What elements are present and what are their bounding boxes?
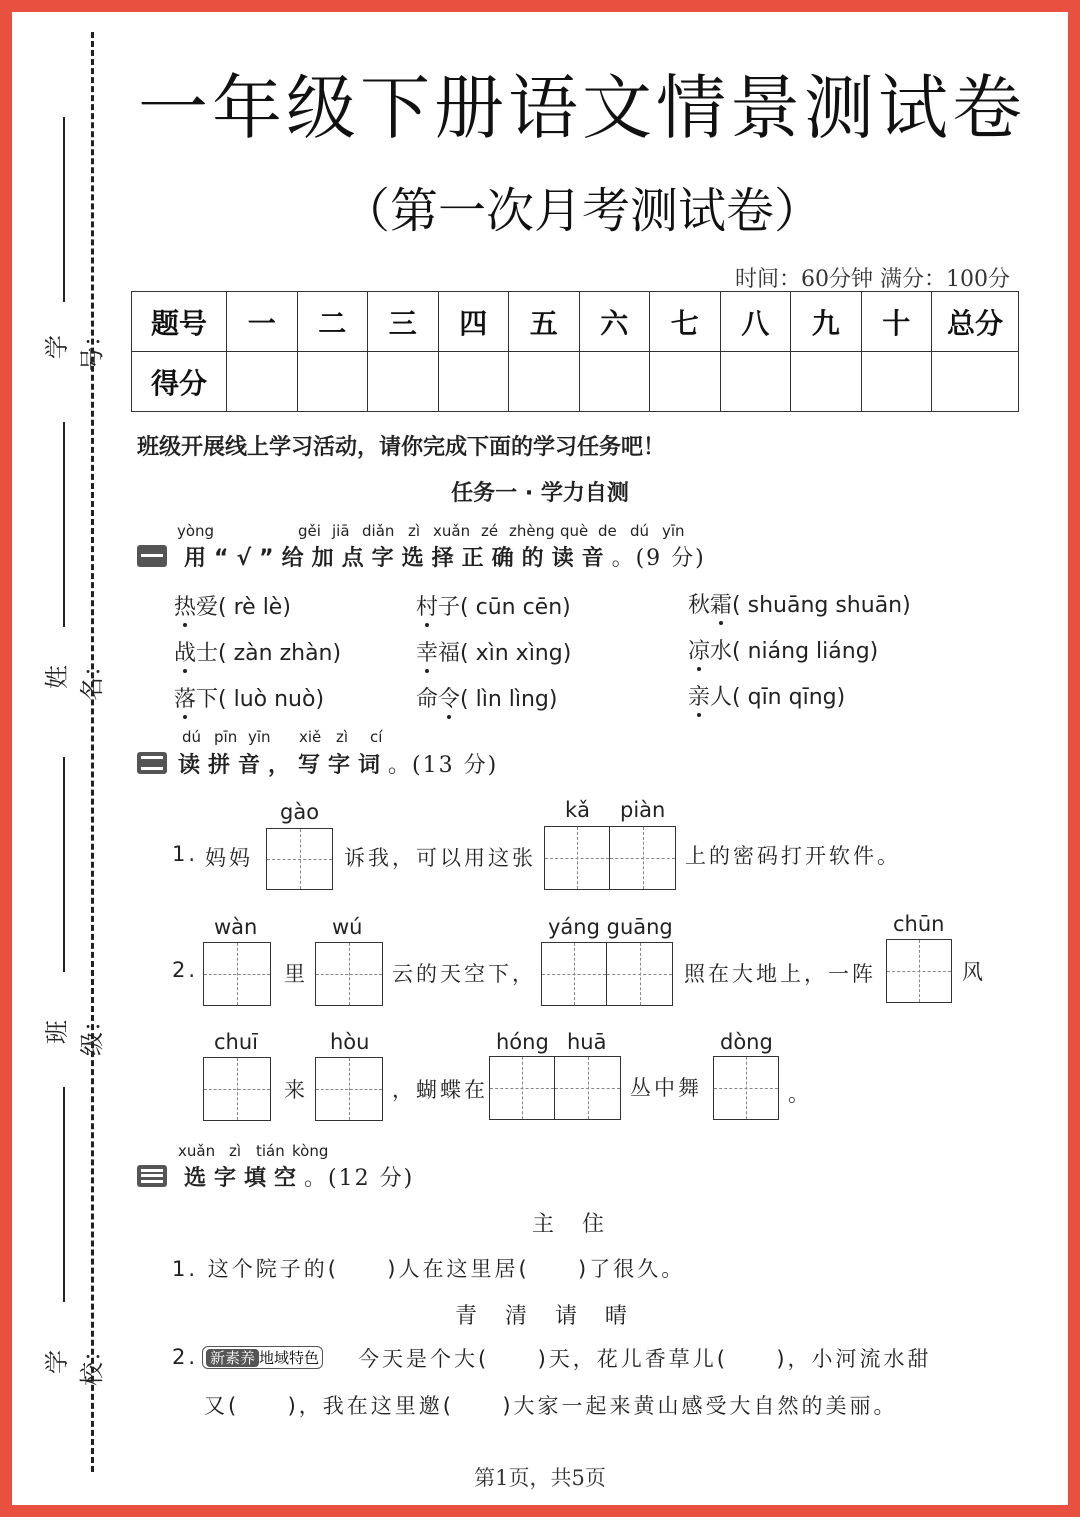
writing-grid[interactable] xyxy=(541,942,673,1006)
q3-score: 。(12 分) xyxy=(304,1166,415,1191)
q1-char: 秋 xyxy=(688,593,711,618)
writing-grid[interactable] xyxy=(315,942,383,1006)
score-table-cell: 三 xyxy=(368,292,439,352)
score-table-cell: 六 xyxy=(579,292,650,352)
q2-s3-text: 。 xyxy=(788,1082,812,1106)
class-label: 班级： xyxy=(43,1008,106,1056)
q2-s3-text: ，蝴蝶在 xyxy=(392,1078,488,1102)
score-input-cell[interactable] xyxy=(650,352,721,412)
q1-char: 水 xyxy=(710,639,733,664)
q1-item xyxy=(688,680,845,711)
q2-s1-text: 上的密码打开软件。 xyxy=(685,844,901,868)
writing-grid[interactable] xyxy=(266,828,333,890)
q3-title xyxy=(184,1161,414,1192)
q1-dotted-char: 霜 xyxy=(710,588,732,619)
section-three-icon xyxy=(137,1165,167,1187)
q1-dotted-char: 落 xyxy=(174,682,196,713)
q2-blank-pinyin: wàn xyxy=(214,915,258,939)
q1-pinyin: zì xyxy=(408,522,421,540)
writing-grid[interactable] xyxy=(203,1057,271,1121)
q2-blank-pinyin: dòng xyxy=(720,1030,773,1054)
writing-grid[interactable] xyxy=(315,1057,383,1121)
score-input-cell[interactable] xyxy=(791,352,862,412)
q2-s2-num: 2. xyxy=(172,958,199,982)
q3-sentence-1[interactable]: 1. 这个院子的( )人在这里居( )了很久。 xyxy=(172,1257,686,1281)
q2-blank-pinyin: chuī xyxy=(214,1030,258,1054)
q3-s2-num: 2. xyxy=(172,1345,199,1369)
score-table-cell: 总分 xyxy=(932,292,1019,352)
q2-s2-text: 风 xyxy=(962,960,986,984)
q2-s2-text: 里 xyxy=(284,962,308,986)
q2-blank-pinyin: yáng guāng xyxy=(548,915,673,939)
name-label: 姓名： xyxy=(43,653,106,701)
q1-pinyin: què xyxy=(560,522,589,540)
q1-char: 福 xyxy=(438,641,461,666)
q1-options[interactable]: ( shuāng shuān) xyxy=(732,593,911,618)
exam-page xyxy=(12,12,1068,1505)
q2-title-text: 读拼音，写字词 xyxy=(178,753,389,778)
q1-options[interactable]: ( rè lè) xyxy=(218,595,291,620)
time-score-info: 时间：60分钟 满分：100分 xyxy=(735,267,1010,292)
q1-item xyxy=(174,682,324,713)
q3-sentence-2b[interactable]: 又( )，我在这里邀( )大家一起来黄山感受大自然的美丽。 xyxy=(204,1394,898,1418)
page-title: 一年级下册语文情景测试卷 xyxy=(138,67,1026,149)
score-input-cell[interactable] xyxy=(932,352,1019,412)
intro-text: 班级开展线上学习活动，请你完成下面的学习任务吧！ xyxy=(137,435,666,460)
school-label: 学校： xyxy=(43,1338,106,1386)
q2-pinyin: dú xyxy=(182,728,202,746)
q2-pinyin: yīn xyxy=(248,728,271,746)
q2-blank-pinyin: chūn xyxy=(893,912,945,936)
student-id-line xyxy=(63,117,65,302)
name-line xyxy=(63,422,65,627)
q1-pinyin: yòng xyxy=(177,522,215,540)
q1-pinyin: de xyxy=(598,522,617,540)
q3-choices-1: 主 住 xyxy=(532,1212,604,1237)
q2-s2-text: 照在大地上，一阵 xyxy=(684,962,876,986)
score-input-cell[interactable] xyxy=(297,352,368,412)
q1-pinyin: diǎn xyxy=(362,522,395,540)
q2-s1-text: 诉我，可以用这张 xyxy=(344,846,536,870)
q1-dotted-char: 村 xyxy=(416,590,438,621)
q1-score: 。(9 分) xyxy=(611,546,706,571)
score-input-cell[interactable] xyxy=(227,352,298,412)
q2-s3-text: 丛中舞 xyxy=(630,1076,702,1100)
q3-pinyin: tián xyxy=(256,1142,285,1160)
page-subtitle: （第一次月考测试卷） xyxy=(341,183,822,239)
q3-pinyin: zì xyxy=(229,1142,242,1160)
q3-sentence-2a[interactable]: 今天是个大( )天，花儿香草儿( )，小河流水甜 xyxy=(358,1347,932,1371)
q1-pinyin: yīn xyxy=(662,522,685,540)
section-two-icon xyxy=(137,752,167,774)
score-table-cell: 五 xyxy=(509,292,580,352)
score-table-cell: 七 xyxy=(650,292,721,352)
q3-choices-2: 青 清 请 晴 xyxy=(455,1304,627,1329)
q1-options[interactable]: ( luò nuò) xyxy=(218,687,325,712)
q2-blank-pinyin: piàn xyxy=(620,798,666,822)
q1-char: 爱 xyxy=(196,595,219,620)
q1-pinyin: zhèng xyxy=(509,522,555,540)
q1-dotted-char: 凉 xyxy=(688,634,710,665)
q1-item xyxy=(174,590,291,621)
q1-dotted-char: 热 xyxy=(174,590,196,621)
score-input-cell[interactable] xyxy=(720,352,791,412)
score-table-header-row xyxy=(132,292,1019,352)
score-input-cell[interactable] xyxy=(368,352,439,412)
q1-item xyxy=(688,588,911,619)
score-table-cell: 题号 xyxy=(132,292,227,352)
q2-score: 。(13 分) xyxy=(388,753,499,778)
q1-char: 士 xyxy=(196,641,219,666)
writing-grid[interactable] xyxy=(489,1056,621,1120)
q2-blank-pinyin: kǎ xyxy=(565,798,591,822)
score-input-cell[interactable] xyxy=(579,352,650,412)
score-table-cell: 一 xyxy=(227,292,298,352)
q1-item xyxy=(416,682,557,713)
q2-s1-text: 妈妈 xyxy=(205,846,253,870)
q1-pinyin: gěi xyxy=(298,522,321,540)
q1-pinyin: zé xyxy=(481,522,499,540)
score-table-cell: 四 xyxy=(438,292,509,352)
binding-dashed-line xyxy=(91,32,94,1472)
q2-pinyin: pīn xyxy=(214,728,238,746)
q1-pinyin: dú xyxy=(630,522,650,540)
writing-grid[interactable] xyxy=(886,939,952,1003)
q1-dotted-char: 令 xyxy=(438,682,460,713)
q2-s2-text: 云的天空下， xyxy=(392,962,536,986)
q2-blank-pinyin: wú xyxy=(332,915,363,939)
q2-s1-num: 1. xyxy=(172,842,199,866)
task-title: 任务一 · 学力自测 xyxy=(451,481,629,506)
q1-dotted-char: 亲 xyxy=(688,680,710,711)
q2-blank-pinyin: hóng xyxy=(496,1030,549,1054)
q2-pinyin: xiě xyxy=(299,728,322,746)
score-table-cell: 十 xyxy=(861,292,932,352)
q1-pinyin: xuǎn xyxy=(433,522,471,540)
score-row-label: 得分 xyxy=(132,352,227,412)
q1-char: 人 xyxy=(710,685,733,710)
badge-regional: 地域特色 xyxy=(259,1349,320,1367)
q1-title xyxy=(184,541,706,572)
q1-title-text: 用“√”给加点字选择正确的读音 xyxy=(184,546,612,571)
q3-pinyin: kòng xyxy=(292,1142,329,1160)
class-line xyxy=(63,757,65,972)
writing-grid[interactable] xyxy=(203,942,271,1006)
q2-pinyin: zì xyxy=(336,728,349,746)
q1-char: 命 xyxy=(416,687,439,712)
badge-new-literacy: 新素养 xyxy=(206,1349,259,1367)
score-input-cell[interactable] xyxy=(861,352,932,412)
q1-options[interactable]: ( niáng liáng) xyxy=(732,639,879,664)
q2-blank-pinyin: hòu xyxy=(330,1030,370,1054)
score-table-cell: 二 xyxy=(297,292,368,352)
q1-item xyxy=(416,636,571,667)
q1-options[interactable]: ( lìn lìng) xyxy=(460,687,558,712)
q1-item xyxy=(416,590,571,621)
school-line xyxy=(63,1087,65,1302)
student-id-label: 学号： xyxy=(43,323,106,371)
q1-item xyxy=(688,634,878,665)
q1-dotted-char: 战 xyxy=(174,636,196,667)
q1-item xyxy=(174,636,341,667)
q1-options[interactable]: ( xìn xìng) xyxy=(460,641,572,666)
section-one-icon xyxy=(137,545,167,567)
q2-blank-pinyin: gào xyxy=(280,800,320,824)
score-table-cell: 八 xyxy=(720,292,791,352)
q2-blank-pinyin: huā xyxy=(567,1030,607,1054)
q1-options[interactable]: ( zàn zhàn) xyxy=(218,641,342,666)
q1-options[interactable]: ( cūn cēn) xyxy=(460,595,571,620)
q1-pinyin: jiā xyxy=(332,522,350,540)
score-input-cell[interactable] xyxy=(509,352,580,412)
q1-options[interactable]: ( qīn qīng) xyxy=(732,685,846,710)
q2-pinyin: cí xyxy=(370,728,383,746)
badge-new-literacy-regional xyxy=(202,1346,323,1369)
q1-char: 下 xyxy=(196,687,219,712)
q3-title-text: 选字填空 xyxy=(184,1166,305,1191)
score-table xyxy=(131,291,1019,412)
score-table-score-row xyxy=(132,352,1019,412)
page-footer: 第1页，共5页 xyxy=(474,1466,606,1490)
q3-pinyin: xuǎn xyxy=(178,1142,216,1160)
score-input-cell[interactable] xyxy=(438,352,509,412)
score-table-cell: 九 xyxy=(791,292,862,352)
q1-dotted-char: 幸 xyxy=(416,636,438,667)
q2-s3-text: 来 xyxy=(284,1078,308,1102)
q2-title xyxy=(178,748,498,779)
writing-grid[interactable] xyxy=(544,826,676,890)
q1-char: 子 xyxy=(438,595,461,620)
writing-grid[interactable] xyxy=(713,1056,779,1120)
